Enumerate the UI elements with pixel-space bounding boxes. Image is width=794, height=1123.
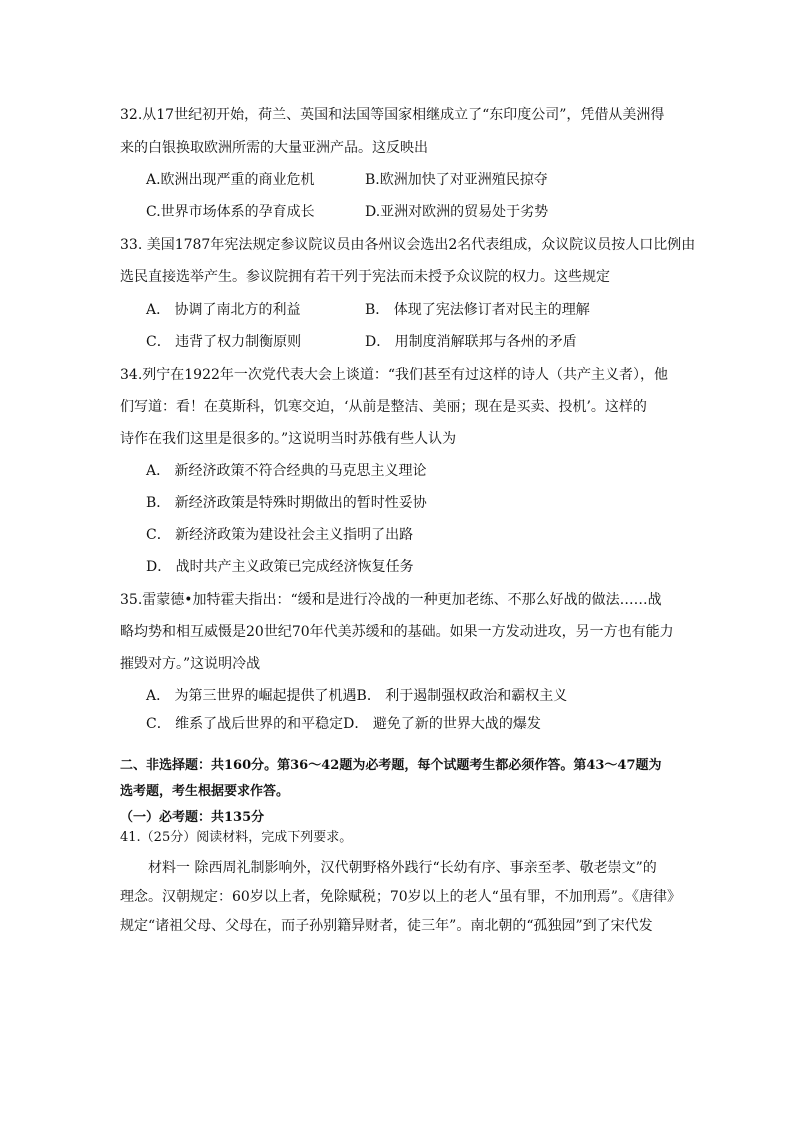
q35-stem-line-2: 略均势和相互威慑是20世纪70年代美苏缓和的基础。如果一方发动进攻，另一方也有能力 (120, 624, 674, 640)
section2-heading-line-2: 选考题，考生根据要求作答。 (120, 784, 290, 799)
q34-stem-line-3: 诗作在我们这里是很多的。”这说明当时苏俄有些人认为 (120, 431, 457, 447)
q33-option-d: D． 用制度消解联邦与各州的矛盾 (365, 334, 577, 350)
q35-options-ab: A． 为第三世界的崛起提供了机遇B． 利于遏制强权政治和霸权主义 (146, 688, 568, 704)
q32-option-a: A.欧洲出现严重的商业危机 (146, 172, 315, 188)
q33-option-a: A． 协调了南北方的利益 (146, 302, 301, 318)
q41-material-line-3: 规定“诸祖父母、父母在，而子孙别籍异财者，徒三年”。南北朝的“孤独园”到了宋代发 (120, 918, 653, 934)
q34-option-d: D． 战时共产主义政策已完成经济恢复任务 (146, 559, 414, 575)
q33-option-b: B． 体现了宪法修订者对民主的理解 (365, 302, 590, 318)
q35-stem-line-1: 35.雷蒙德•加特霍夫指出：“缓和是进行冷战的一种更加老练、不那么好战的做法……战 (120, 592, 662, 608)
q32-option-d: D.亚洲对欧洲的贸易处于劣势 (365, 204, 549, 220)
q34-stem-line-2: 们写道：看！在莫斯科，饥寒交迫，‘从前是整洁、美丽；现在是买卖、投机’。这样的 (120, 399, 647, 415)
q33-option-c: C． 违背了权力制衡原则 (146, 334, 302, 350)
q34-option-a: A． 新经济政策不符合经典的马克思主义理论 (146, 463, 427, 479)
section2-subheading: （一）必考题：共135分 (120, 810, 265, 825)
q34-stem-line-1: 34.列宁在1922年一次党代表大会上谈道：“我们甚至有过这样的诗人（共产主义者），他 (120, 367, 669, 383)
q41-material-line-1: 材料一 除西周礼制影响外，汉代朝野格外践行“长幼有序、事亲至孝、敬老崇文”的 (148, 860, 657, 876)
section2-heading-line-1: 二、非选择题：共160分。第36～42题为必考题，每个试题考生都必须作答。第43～47题为 (120, 758, 662, 773)
q35-options-cd: C． 维系了战后世界的和平稳定D． 避免了新的世界大战的爆发 (146, 716, 541, 732)
q35-stem-line-3: 摧毁对方。”这说明冷战 (120, 656, 261, 672)
q34-option-b: B． 新经济政策是特殊时期做出的暂时性妥协 (146, 495, 427, 511)
q32-stem-line-1: 32.从17世纪初开始，荷兰、英国和法国等国家相继成立了“东印度公司”，凭借从美洲得 (120, 107, 665, 123)
q33-stem-line-1: 33. 美国1787年宪法规定参议院议员由各州议会选出2名代表组成，众议院议员按人口比例由 (120, 237, 696, 253)
q41-title: 41.（25分）阅读材料，完成下列要求。 (120, 830, 353, 845)
q33-stem-line-2: 选民直接选举产生。参议院拥有若干列于宪法而未授予众议院的权力。这些规定 (120, 269, 610, 285)
q32-stem-line-2: 来的白银换取欧洲所需的大量亚洲产品。这反映出 (120, 140, 428, 156)
q41-material-line-2: 理念。汉朝规定：60岁以上者，免除赋税；70岁以上的老人“虽有罪，不加刑焉”。《唐律》 (120, 889, 681, 905)
q32-option-b: B.欧洲加快了对亚洲殖民掠夺 (365, 172, 548, 188)
q34-option-c: C． 新经济政策为建设社会主义指明了出路 (146, 527, 414, 543)
q32-option-c: C.世界市场体系的孕育成长 (146, 204, 315, 220)
